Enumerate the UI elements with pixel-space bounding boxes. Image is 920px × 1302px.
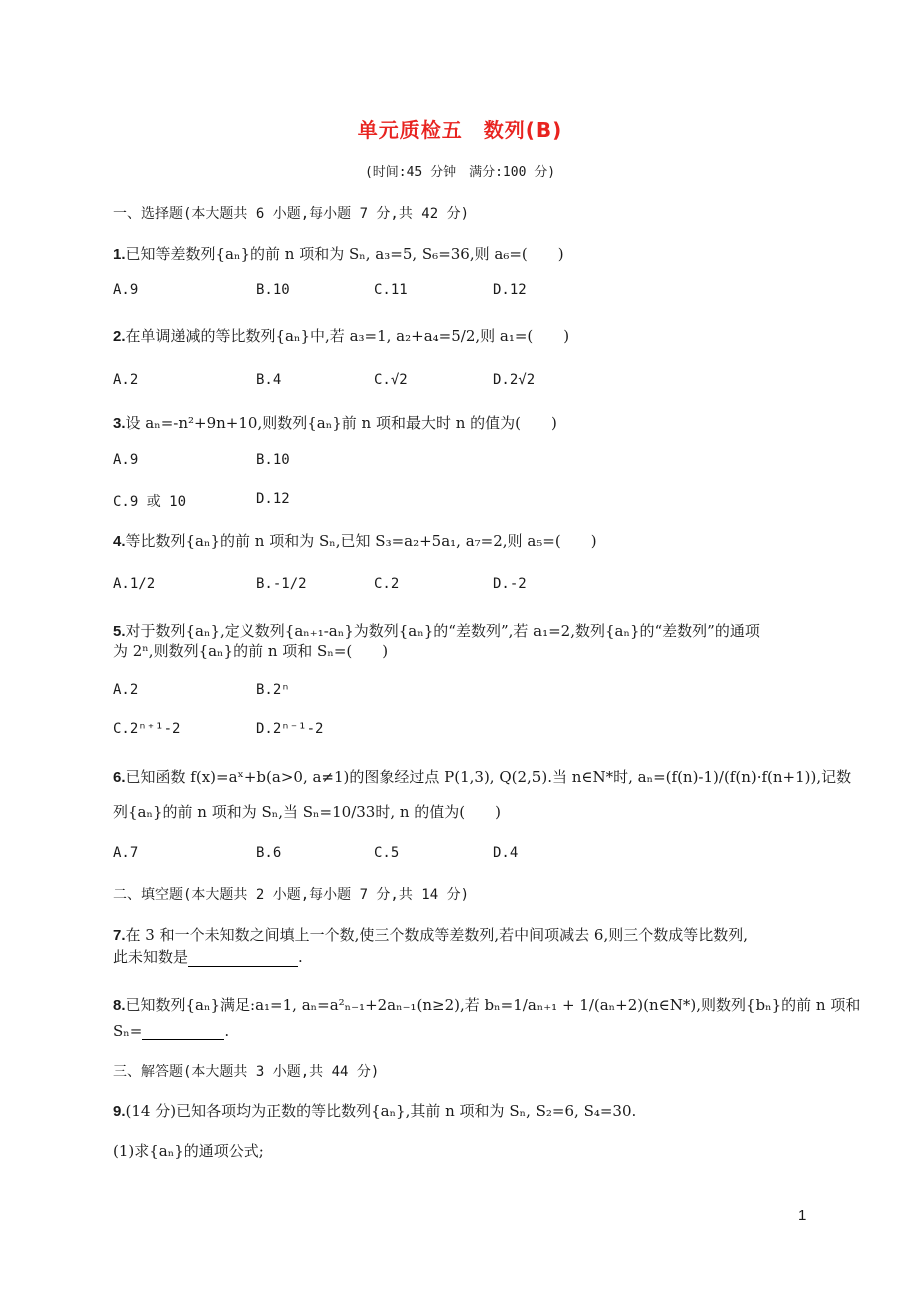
option-c[interactable]: C.2ⁿ⁺¹-2 [113,721,181,737]
question-text: 已知等差数列{aₙ}的前 n 项和为 Sₙ, a₃=5, S₆=36,则 a₆=( ) [125,245,564,263]
question-6 [113,766,851,787]
question-number: 5. [113,623,126,640]
question-text: Sₙ= [113,1022,143,1040]
question-text: 对于数列{aₙ},定义数列{aₙ₊₁-aₙ}为数列{aₙ}的“差数列”,若 a₁=2,数列{aₙ}的“差数列”的通项 [125,622,760,640]
option-a[interactable]: A.2 [113,682,139,698]
question-text: 设 aₙ=-n²+9n+10,则数列{aₙ}前 n 项和最大时 n 的值为( ) [125,414,557,432]
option-a[interactable]: A.2 [113,372,139,388]
question-number: 2. [113,328,126,345]
option-b[interactable]: B.10 [256,452,290,468]
question-text: 在 3 和一个未知数之间填上一个数,使三个数成等差数列,若中间项减去 6,则三个数成等比数列, [125,926,748,944]
question-2 [113,325,569,346]
question-text: 等比数列{aₙ}的前 n 项和为 Sₙ,已知 S₃=a₂+5a₁, a₇=2,则 a₅=( ) [125,532,597,550]
option-c[interactable]: C.5 [374,845,400,861]
question-number: 6. [113,769,126,786]
question-4 [113,530,597,551]
section-solve-heading: 三、解答题(本大题共 3 小题,共 44 分) [113,1064,380,1080]
option-c[interactable]: C.11 [374,282,408,298]
page-title: 单元质检五 数列(B) [357,118,563,142]
question-number: 1. [113,246,126,263]
question-5-continued: 为 2ⁿ,则数列{aₙ}的前 n 项和 Sₙ=( ) [113,642,389,660]
option-d[interactable]: D.12 [493,282,527,298]
question-number: 3. [113,415,126,432]
option-b[interactable]: B.6 [256,845,282,861]
question-9 [113,1100,636,1121]
question-number: 7. [113,927,126,944]
question-1 [113,243,564,264]
question-text: (14 分)已知各项均为正数的等比数列{aₙ},其前 n 项和为 Sₙ, S₂=6, S₄=30. [125,1102,637,1120]
question-number: 8. [113,997,126,1014]
question-text: 已知数列{aₙ}满足:a₁=1, aₙ=a²ₙ₋₁+2aₙ₋₁(n≥2),若 bₙ=1/aₙ₊₁ + 1/(aₙ+2)(n∈N*),则数列{bₙ}的前 n 项和 [125,996,861,1014]
question-9-part-1: (1)求{aₙ}的通项公式; [113,1142,264,1160]
section-fill-heading: 二、填空题(本大题共 2 小题,每小题 7 分,共 14 分) [113,887,470,903]
section-choice-heading: 一、选择题(本大题共 6 小题,每小题 7 分,共 42 分) [113,206,470,222]
option-d[interactable]: D.2√2 [493,372,536,388]
question-7-continued: 此未知数是 . [113,948,303,966]
option-a[interactable]: A.9 [113,282,139,298]
question-3 [113,412,557,433]
option-d[interactable]: D.4 [493,845,519,861]
question-8-continued: Sₙ= . [113,1022,230,1040]
option-a[interactable]: A.1/2 [113,576,156,592]
question-number: 4. [113,533,126,550]
question-text: 已知函数 f(x)=aˣ+b(a>0, a≠1)的图象经过点 P(1,3), Q(2,5).当 n∈N*时, aₙ=(f(n)-1)/(f(n)·f(n+1)),记数 [125,768,852,786]
option-c[interactable]: C.2 [374,576,400,592]
question-6-continued: 列{aₙ}的前 n 项和为 Sₙ,当 Sₙ=10/33时, n 的值为( ) [113,803,502,821]
option-b[interactable]: B.4 [256,372,282,388]
option-b[interactable]: B.-1/2 [256,576,307,592]
option-b[interactable]: B.2ⁿ [256,682,290,698]
question-7 [113,924,748,945]
question-8 [113,994,860,1015]
question-5 [113,620,760,641]
answer-blank[interactable] [188,950,298,967]
option-b[interactable]: B.10 [256,282,290,298]
option-d[interactable]: D.2ⁿ⁻¹-2 [256,721,324,737]
question-number: 9. [113,1103,126,1120]
option-d[interactable]: D.12 [256,491,290,507]
question-text: 在单调递减的等比数列{aₙ}中,若 a₃=1, a₂+a₄=5/2,则 a₁=( ) [125,327,570,345]
exam-info: (时间:45 分钟 满分:100 分) [364,165,556,180]
question-text: 此未知数是 [113,948,189,966]
page-number: 1 [798,1207,807,1224]
answer-blank[interactable] [142,1023,224,1040]
option-c[interactable]: C.9 或 10 [113,494,187,510]
option-d[interactable]: D.-2 [493,576,527,592]
option-a[interactable]: A.9 [113,452,139,468]
option-a[interactable]: A.7 [113,845,139,861]
option-c[interactable]: C.√2 [374,372,408,388]
